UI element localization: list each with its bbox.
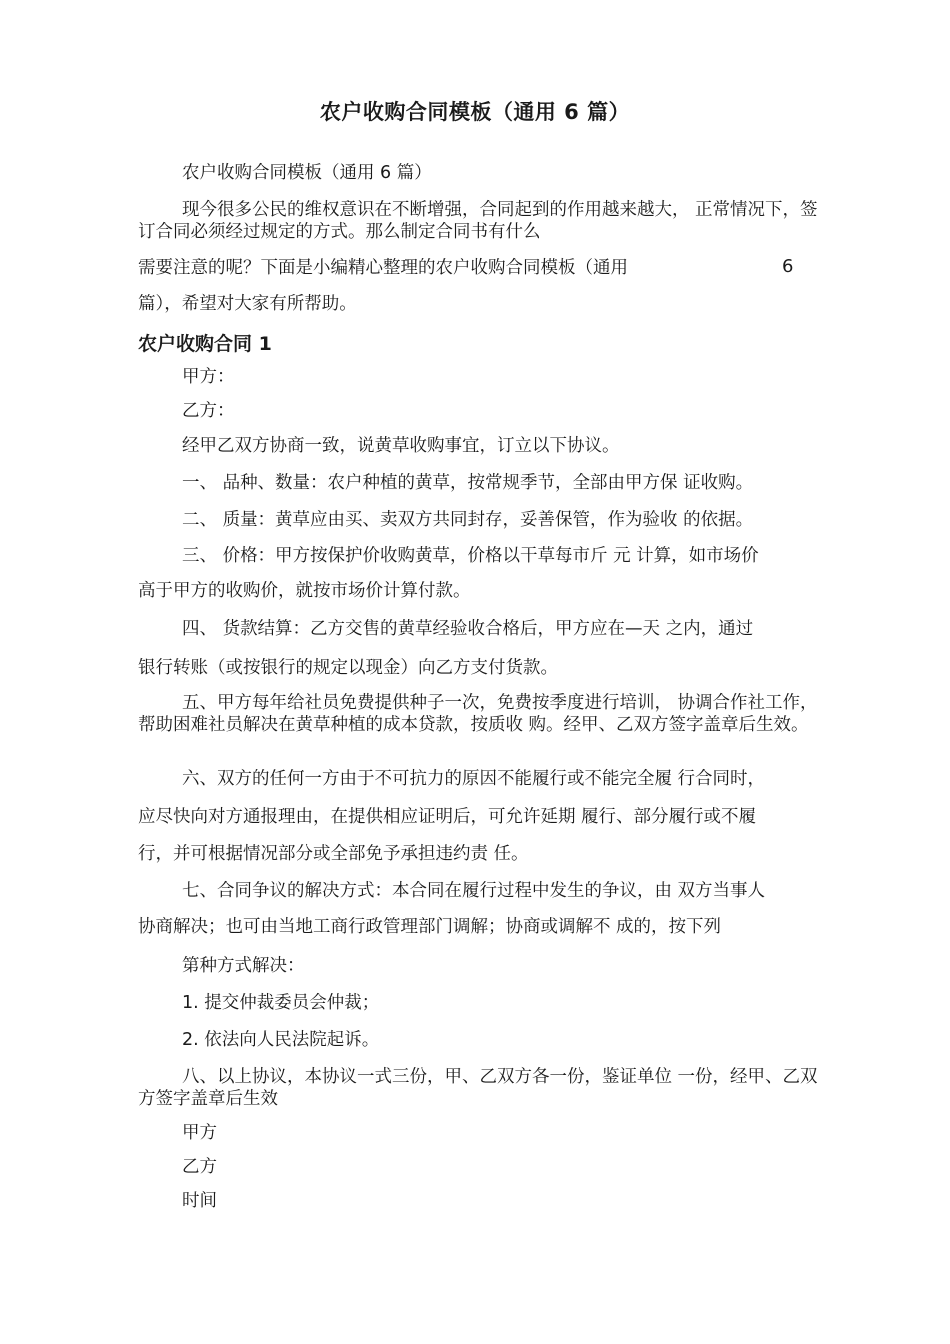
clause-8: 八、以上协议，本协议一式三份，甲、乙双方各一份，鉴证单位 一份，经甲、乙双方签字盖章后生效 xyxy=(138,1067,818,1109)
clause-3-line-1: 三、 价格：甲方按保护价收购黄草，价格以干草每市斤 元 计算，如市场价 xyxy=(182,546,759,566)
clause-2: 二、 质量：黄草应由买、卖双方共同封存，妥善保管，作为验收 的依据。 xyxy=(182,510,754,530)
intro-paragraph-3: 篇），希望对大家有所帮助。 xyxy=(138,294,357,314)
option-2: 2. 依法向人民法院起诉。 xyxy=(182,1030,380,1050)
document-subtitle: 农户收购合同模板（通用 6 篇） xyxy=(182,163,432,183)
clause-4-line-1: 四、 货款结算：乙方交售的黄草经验收合格后，甲方应在—天 之内，通过 xyxy=(182,619,754,639)
option-1: 1. 提交仲裁委员会仲裁； xyxy=(182,993,380,1013)
clause-3-line-2: 高于甲方的收购价，就按市场价计算付款。 xyxy=(138,581,471,601)
clause-5: 五、甲方每年给社员免费提供种子一次，免费按季度进行培训， 协调合作社工作，帮助困难社员解决在黄草种植的成本贷款，按质收 购。经甲、乙双方签字盖章后生效。 xyxy=(138,693,818,735)
signature-party-a: 甲方 xyxy=(182,1123,217,1143)
clause-7-line-1: 七、合同争议的解决方式：本合同在履行过程中发生的争议，由 双方当事人 xyxy=(182,881,766,901)
section-heading: 农户收购合同 1 xyxy=(138,333,272,355)
party-b-line: 乙方： xyxy=(182,401,235,421)
signature-party-b: 乙方 xyxy=(182,1157,217,1177)
clause-4-line-2: 银行转账（或按银行的规定以现金）向乙方支付货款。 xyxy=(138,658,558,678)
intro-paragraph-1: 现今很多公民的维权意识在不断增强，合同起到的作用越来越大， 正常情况下，签订合同必须经过规定的方式。那么制定合同书有什么 xyxy=(138,200,818,242)
document-title: 农户收购合同模板（通用 6 篇） xyxy=(319,100,631,124)
signature-date: 时间 xyxy=(182,1191,217,1211)
clause-7-line-2: 协商解决；也可由当地工商行政管理部门调解；协商或调解不 成的，按下列 xyxy=(138,917,722,937)
intro-number: 6 xyxy=(782,256,794,277)
clause-7-line-3: 第种方式解决： xyxy=(182,956,305,976)
party-a-line: 甲方： xyxy=(182,367,235,387)
intro-paragraph-2: 需要注意的呢？下面是小编精心整理的农户收购合同模板（通用 xyxy=(138,258,628,278)
clause-6-line-2: 应尽快向对方通报理由，在提供相应证明后，可允许延期 履行、部分履行或不履 xyxy=(138,807,757,827)
agreement-line: 经甲乙双方协商一致，说黄草收购事宜，订立以下协议。 xyxy=(182,436,620,456)
clause-6-line-1: 六、双方的任何一方由于不可抗力的原因不能履行或不能完全履 行合同时， xyxy=(182,769,766,789)
clause-1: 一、 品种、数量：农户种植的黄草，按常规季节，全部由甲方保 证收购。 xyxy=(182,473,754,493)
clause-6-line-3: 行，并可根据情况部分或全部免予承担违约责 任。 xyxy=(138,844,529,864)
